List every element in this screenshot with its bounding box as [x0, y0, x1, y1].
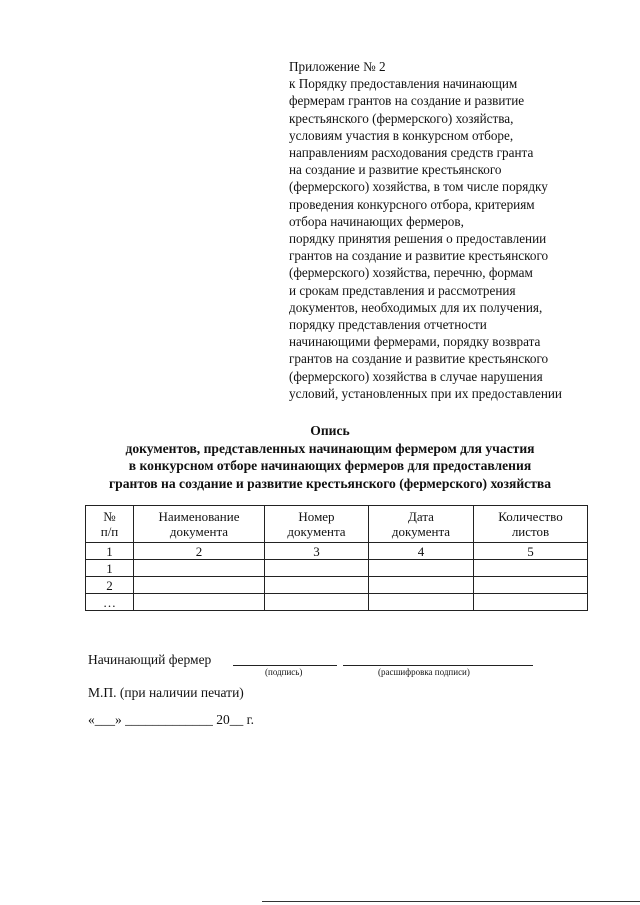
table-cell: 3	[265, 543, 369, 560]
inventory-subtitle-line: в конкурсном отборе начинающих фермеров для предоставления	[128, 458, 532, 473]
appendix-line: Приложение № 2	[289, 59, 386, 74]
signature-decode-line[interactable]	[343, 665, 533, 666]
appendix-line: направлениям расходования средств гранта	[289, 145, 534, 161]
table-cell: 4	[369, 543, 474, 560]
inventory-subtitle-line: грантов на создание и развитие крестьянского (фермерского) хозяйства	[108, 475, 552, 491]
table-cell	[369, 577, 474, 594]
table-cell: 2	[134, 543, 265, 560]
table-cell	[474, 594, 588, 611]
header-doc-date: Дата документа	[369, 506, 474, 543]
appendix-line: проведения конкурсного отбора, критериям	[289, 196, 535, 212]
table-cell	[474, 577, 588, 594]
appendix-line: фермерам грантов на создание и развитие	[289, 93, 525, 109]
signature-caption: (подпись)	[265, 667, 303, 677]
appendix-line: документов, необходимых для их получения,	[289, 299, 543, 315]
date-line[interactable]: «___» _____________ 20__ г.	[88, 712, 255, 727]
inventory-subtitle-line: документов, представленных начинающим фермером для участия	[125, 440, 535, 456]
inventory-heading	[40, 422, 620, 492]
header-number: № п/п	[86, 506, 134, 543]
documents-table	[85, 505, 588, 611]
table-row	[86, 594, 588, 611]
inventory-title: Опись	[310, 423, 350, 438]
appendix-block	[289, 58, 629, 402]
table-cell	[265, 594, 369, 611]
appendix-line: и срокам представления и рассмотрения	[289, 282, 516, 298]
appendix-line: к Порядку предоставления начинающим	[289, 76, 518, 92]
table-cell: 5	[474, 543, 588, 560]
table-row	[86, 543, 588, 560]
table-row	[86, 577, 588, 594]
table-row	[86, 560, 588, 577]
table-cell	[369, 594, 474, 611]
table-cell: 1	[86, 560, 134, 577]
table-cell	[265, 577, 369, 594]
appendix-line: грантов на создание и развитие крестьянского	[289, 248, 549, 264]
appendix-line: на создание и развитие крестьянского	[289, 162, 502, 178]
appendix-line: порядку представления отчетности	[289, 317, 487, 333]
appendix-line: (фермерского) хозяйства, перечню, формам	[289, 265, 533, 281]
appendix-line: начинающими фермерами, порядку возврата	[289, 334, 541, 350]
table-cell	[474, 560, 588, 577]
table-cell: 2	[86, 577, 134, 594]
appendix-line: условий, установленных при их предоставлении	[289, 385, 562, 401]
table-cell: 1	[86, 543, 134, 560]
header-doc-name: Наименование документа	[134, 506, 265, 543]
appendix-line: крестьянского (фермерского) хозяйства,	[289, 110, 514, 126]
seal-note: М.П. (при наличии печати)	[88, 685, 244, 700]
appendix-line: (фермерского) хозяйства, в том числе порядку	[289, 179, 548, 195]
header-sheet-count: Количество листов	[474, 506, 588, 543]
signature-line[interactable]	[233, 665, 337, 666]
appendix-line: грантов на создание и развитие крестьянского	[289, 351, 549, 367]
table-cell	[369, 560, 474, 577]
appendix-line: отбора начинающих фермеров,	[289, 213, 464, 229]
table-cell	[134, 594, 265, 611]
farmer-label: Начинающий фермер	[88, 652, 212, 667]
table-cell	[265, 560, 369, 577]
appendix-line: условиям участия в конкурсном отборе,	[289, 127, 514, 143]
table-header-row	[86, 506, 588, 543]
table-cell	[134, 560, 265, 577]
table-cell	[134, 577, 265, 594]
table-cell: …	[86, 594, 134, 611]
header-doc-number: Номер документа	[265, 506, 369, 543]
appendix-line: порядку принятия решения о предоставлении	[289, 231, 547, 247]
appendix-line: (фермерского) хозяйства в случае нарушения	[289, 368, 543, 384]
bottom-divider	[262, 901, 640, 902]
signature-decode-caption: (расшифровка подписи)	[378, 667, 470, 677]
